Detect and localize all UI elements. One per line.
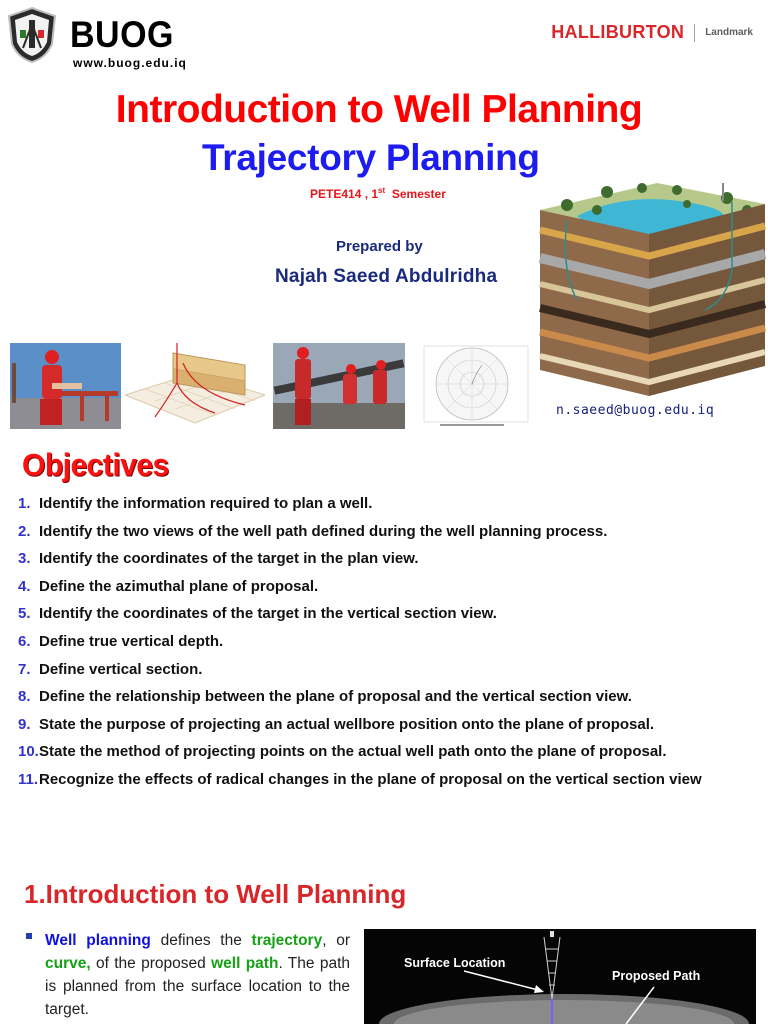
partner-name: HALLIBURTON <box>551 22 685 42</box>
polar-plot-image <box>410 343 535 429</box>
objective-item: 6. Define true vertical depth. <box>18 632 224 650</box>
course-line <box>310 186 446 201</box>
keyword-curve: curve, <box>45 955 91 972</box>
section-paragraph: Well planning defines the trajectory, or curve, of the proposed well path. The path is planned from the surface location to the target. <box>26 929 350 1021</box>
objective-item: 4. Define the azimuthal plane of proposal. <box>18 577 319 595</box>
partner-sub: Landmark <box>705 27 753 38</box>
author-name: Najah Saeed Abdulridha <box>275 266 498 287</box>
author-email[interactable]: n.saeed@buog.edu.iq <box>556 403 715 418</box>
course-code: PETE414 , 1 <box>310 187 379 201</box>
brand-url[interactable]: www.buog.edu.iq <box>73 56 187 70</box>
keyword-well-path: well path <box>211 955 279 972</box>
course-sup: st <box>378 186 386 195</box>
course-term: Semester <box>391 187 446 201</box>
objective-item: 10. State the method of projecting points on the actual well path onto the plane of proposal. <box>18 743 667 761</box>
objective-item: 11. Recognize the effects of radical changes in the plane of proposal on the vertical section view <box>18 770 702 788</box>
title-main: Introduction to Well Planning <box>115 88 643 131</box>
halliburton-logo <box>551 22 753 43</box>
objective-item: 1. Identify the information required to plan a well. <box>18 495 373 512</box>
worker-photo-1 <box>10 343 121 429</box>
prepared-by-label: Prepared by <box>336 238 423 255</box>
objectives-heading: Objectives <box>22 448 169 483</box>
title-sub: Trajectory Planning <box>202 137 540 178</box>
earth-block-illustration <box>537 180 767 402</box>
label-proposed-path: Proposed Path <box>612 969 701 983</box>
bullet-icon <box>26 933 32 939</box>
section-heading: 1.Introduction to Well Planning <box>24 879 407 909</box>
objective-item: 7. Define vertical section. <box>18 660 203 678</box>
keyword-well-planning: Well planning <box>45 932 151 949</box>
logo-divider <box>694 24 695 42</box>
well-path-diagram <box>364 929 756 1024</box>
objective-item: 5. Identify the coordinates of the target in the vertical section view. <box>18 605 497 623</box>
brand-name: BUOG <box>70 14 174 56</box>
buog-logo-icon <box>6 6 58 64</box>
keyword-trajectory: trajectory <box>251 932 323 949</box>
worker-photo-2 <box>273 343 405 429</box>
label-surface-location: Surface Location <box>404 956 506 970</box>
objective-item: 9. State the purpose of projecting an actual wellbore position onto the plane of proposal. <box>18 715 655 733</box>
objective-item: 8. Define the relationship between the plane of proposal and the vertical section view. <box>18 688 632 706</box>
objective-item: 3. Identify the coordinates of the target in the plan view. <box>18 550 419 568</box>
objective-item: 2. Identify the two views of the well path defined during the well planning process. <box>18 522 608 540</box>
objectives-list <box>18 494 758 798</box>
well-path-grid-image <box>125 343 265 429</box>
